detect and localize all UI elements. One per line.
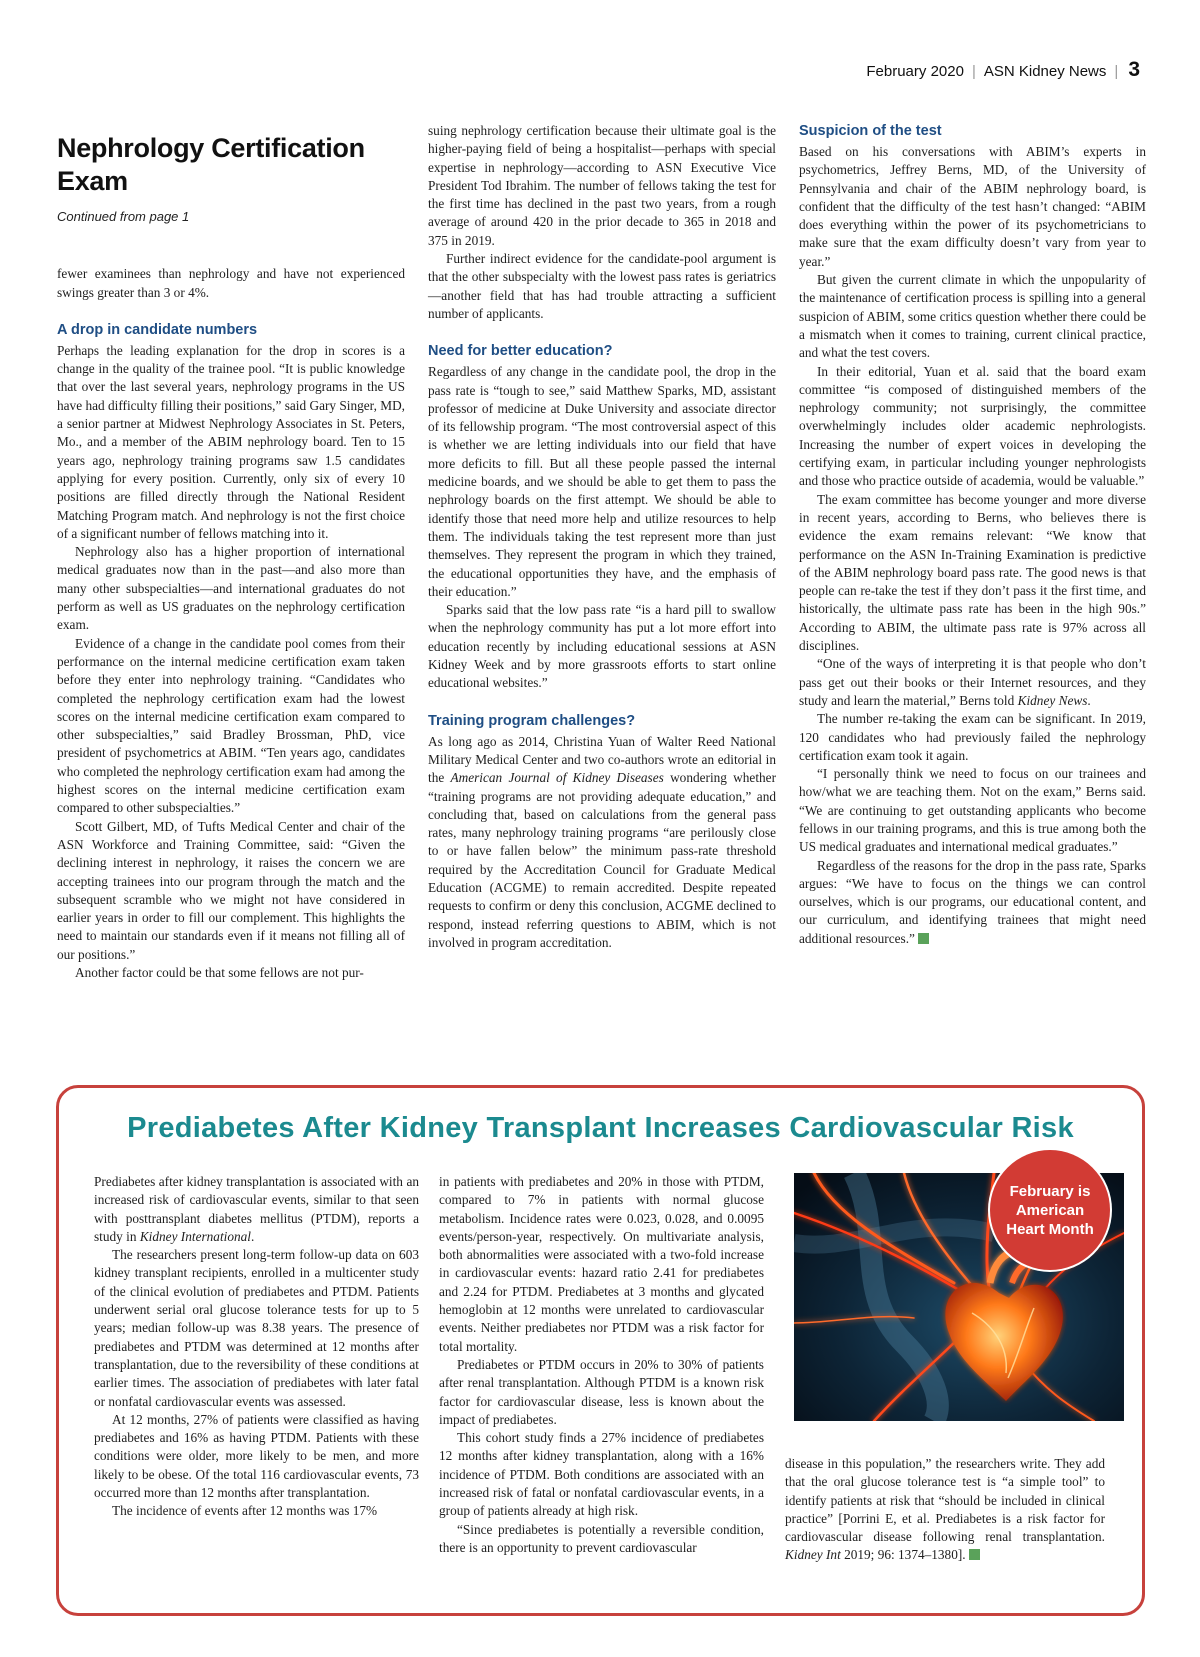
- paragraph: The number re-taking the exam can be significant. In 2019, 120 candidates who had previously failed the nephrology certification exam took it again.: [799, 711, 1146, 763]
- subheading: Suspicion of the test: [799, 123, 942, 139]
- header-divider: |: [1114, 63, 1119, 80]
- header-divider: |: [971, 63, 976, 80]
- end-mark-icon: [969, 1549, 980, 1560]
- text-run: .: [250, 1228, 255, 1244]
- publication-name: Kidney News: [1017, 692, 1088, 708]
- paragraph: [799, 857, 1146, 948]
- paragraph: Evidence of a change in the candidate pool comes from their performance on the internal medicine certification exam taken before they enter into nephrology training. “Candidates who completed the nephrology certification exam had the lowest scores on the internal medicine certification exam compared to other subspecialties,” said Bradley Brossman, PhD, vice president of psychometrics at ABIM. “Ten years ago, candidates who completed the nephrology certification exam had among the highest scores on the internal medicine certification exam compared to other subspecialties.”: [57, 635, 405, 816]
- paragraph: Perhaps the leading explanation for the drop in scores is a change in the quality of the trainee pool. “It is public knowledge that over the last several years, nephrology programs in the US have had difficulty filling their positions,” said Gary Singer, MD, a senior partner at Midwest Nephrology Associates in St. Peters, Mo., and a member of the ABIM nephrology board. Ten to 15 years ago, nephrology training programs saw 1.5 candidates applying for every position. Currently, only six of every 10 positions are filled directly through the National Resident Matching Program match. And nephrology is not the first choice of a significant number of fellows matching into it.: [57, 342, 405, 541]
- paragraph: in patients with prediabetes and 20% in those with PTDM, compared to 7% in patients with normal glucose metabolism. Incidence rates were 0.023, 0.028, and 0.0095 events/person-year, respectively. On multivariate analysis, both abnormalities were associated with a two-fold increase in cardiovascular events: hazard ratio 2.41 for prediabetes and 2.24 for PTDM. Prediabetes at 3 months and glycated hemoglobin at 12 months were unrelated to cardiovascular events. Neither prediabetes nor PTDM was a risk factor for total mortality.: [439, 1174, 764, 1354]
- end-mark-icon: [918, 933, 929, 944]
- paragraph: Regardless of any change in the candidate pool, the drop in the pass rate is “tough to see,” said Matthew Sparks, MD, assistant professor of medicine at Duke University and associate director of its fellowship program. “The most controversial aspect of this is whether we are letting individuals into our field that have more deficits to fill. But all these people passed the internal medicine boards, and we should be able to get them to pass the nephrology boards on the first attempt. We should be able to identify those that need more help and utilize resources to help them. The individuals taking the test represent more than just themselves. They represent the program in which they trained, the educational opportunities they have, and the emphasis of their education.”: [428, 364, 776, 599]
- sidebar-column-1: [94, 1173, 419, 1521]
- page-number: 3: [1128, 58, 1140, 81]
- paragraph: In their editorial, Yuan et al. said that the board exam committee “is composed of distinguished members of the nephrology community; not surprisingly, the committee overwhelmingly includes older academic nephrologists. Increasing the number of expert voices in developing the certifying exam, in particular including younger nephrologists and those who practice outside of academia, would be valuable.”: [799, 363, 1146, 489]
- journal-name: Kidney International: [139, 1228, 251, 1244]
- text-run: Regardless of the reasons for the drop in the pass rate, Sparks argues: “We have to focus on the things we can control ourselves, which is our programs, our educational content, and our curriculum, and identifying trainees that might need additional resources.”: [799, 857, 1146, 946]
- article-column-1: [57, 132, 405, 982]
- article-title: Nephrology Certification Exam: [57, 133, 365, 196]
- journal-name: American Journal of Kidney Diseases: [450, 770, 664, 786]
- text-run: As long ago as 2014, Christina Yuan of Walter Reed National Military Medical Center and two co-authors wrote an editorial in the: [428, 733, 776, 786]
- article-column-2: [428, 122, 776, 952]
- subheading: Training program challenges?: [428, 712, 636, 729]
- sidebar-column-3: [785, 1455, 1105, 1565]
- heart-month-badge: February is American Heart Month: [990, 1150, 1110, 1270]
- paragraph: Sparks said that the low pass rate “is a hard pill to swallow when the nephrology community has put a lot more effort into education recently by including educational sessions at ASN Kidney Week and by more grassroots efforts to start online educational websites.”: [428, 602, 776, 691]
- text-run: disease in this population,” the researchers write. They add that the oral glucose tolerance test is “a simple tool” to identify patients at risk that “should be included in clinical practice” [Porrini E, et al. Prediabetes is a risk factor for cardiovascular disease following renal transplantation.: [785, 1456, 1105, 1545]
- paragraph: Prediabetes or PTDM occurs in 20% to 30% of patients after renal transplantation. Although PTDM is a known risk factor for cardiovascular disease, less is known about the impact of prediabetes.: [439, 1356, 764, 1427]
- paragraph: The exam committee has become younger and more diverse in recent years, according to Berns, who believes there is evidence the exam remains relevant: “We know that performance on the ASN In-Training Examination is predictive of the ABIM nephrology board pass rate. The good news is that people can re-take the test if they don’t pass it the first time, and historically, the ultimate pass rate has been in the high 90s.” According to ABIM, the ultimate pass rate is 97% across all disciplines.: [799, 491, 1146, 654]
- text-run: wondering whether “training programs are not providing adequate education,” and concluding that, based on calculations from the general pass rates, many nephrology training programs “are perilously close to or have fallen below” the minimum pass-rate threshold required by the Accreditation Council for Graduate Medical Education (ACGME) to remain accredited. Despite repeated requests to confirm or deny this conclusion, ACGME declined to respond, instead referring questions to ABIM, which is not involved in program accreditation.: [428, 770, 777, 950]
- paragraph: “I personally think we need to focus on our trainees and how/what we are teaching them. Not on the exam,” Berns said. “We are continuing to get outstanding applicants who become fellows in our training programs, and this is true among both the US medical graduates and international medical graduates.”: [799, 766, 1146, 855]
- paragraph: [799, 655, 1146, 710]
- paragraph: [428, 733, 776, 953]
- paragraph: fewer examinees than nephrology and have not experienced swings greater than 3 or 4%.: [57, 266, 405, 300]
- page-header: [866, 58, 1140, 82]
- text-run: “One of the ways of interpreting it is that people who don’t pass get out their books or their Internet resources, and they study and learn the material,” Berns told: [799, 656, 1146, 708]
- journal-name: Kidney Int: [785, 1547, 841, 1563]
- paragraph: [94, 1173, 419, 1246]
- publication-name: ASN Kidney News: [983, 63, 1107, 80]
- paragraph: The researchers present long-term follow-up data on 603 kidney transplant recipients, enrolled in a multicenter study of the clinical evolution of prediabetes and PTDM. Patients underwent serial oral glucose tolerance tests for up to 5 years; median follow-up was 8.38 years. The presence of prediabetes and PTDM was determined at 12 months after transplantation, due to the reversibility of these conditions at earlier times. The association of prediabetes with later fatal or nonfatal cardiovascular events was assessed.: [94, 1247, 419, 1409]
- paragraph: This cohort study finds a 27% incidence of prediabetes 12 months after kidney transplantation, along with a 16% incidence of PTDM. Both conditions are associated with an increased risk of fatal or nonfatal cardiovascular events, in a group of patients already at high risk.: [439, 1430, 764, 1519]
- paragraph: Nephrology also has a higher proportion of international medical graduates now than in the past—and also more than many other subspecialties—and international graduates do not perform as well as US graduates on the nephrology certification exam.: [57, 544, 405, 633]
- subheading: Need for better education?: [428, 343, 613, 360]
- sidebar-box: [56, 1085, 1145, 1616]
- paragraph: At 12 months, 27% of patients were classified as having prediabetes and 16% as having PTDM. Patients with these conditions were older, more likely to be men, and more likely to be obese. Of the total 116 cardiovascular events, 73 occurred more than 12 months after transplantation.: [94, 1411, 419, 1501]
- paragraph: Based on his conversations with ABIM’s experts in psychometrics, Jeffrey Berns, MD, of the University of Pennsylvania and chair of the ABIM nephrology board, is confident that the difficulty of the test hasn’t changed: “ABIM does everything within the power of its psychometricians to make sure that the exam difficulty doesn’t vary from year to year.”: [799, 144, 1146, 269]
- article-column-3: [799, 122, 1146, 948]
- subheading: A drop in candidate numbers: [57, 321, 258, 338]
- text-run: Prediabetes after kidney transplantation is associated with an increased risk of cardiovascular events, similar to that seen with posttransplant diabetes mellitus (PTDM), reports a study in: [94, 1174, 419, 1244]
- paragraph: “Since prediabetes is potentially a reversible condition, there is an opportunity to prevent cardiovascular: [439, 1521, 764, 1555]
- issue-date: February 2020: [866, 63, 964, 80]
- paragraph: Scott Gilbert, MD, of Tufts Medical Center and chair of the ASN Workforce and Training Committee, said: “Given the declining interest in nephrology, it raises the concern we are accepting trainees into our program through the match and the subsequent scramble who we might not have considered in earlier years in order to fill our complement. This highlights the need to maintain our standards even if it means not filling all of our positions.”: [57, 818, 405, 962]
- paragraph: Another factor could be that some fellows are not pur-: [75, 964, 364, 980]
- paragraph: But given the current climate in which the unpopularity of the maintenance of certification process is spilling into a general suspicion of ABIM, some critics question whether there could be a mismatch when it comes to training, current clinical practice, and what the test covers.: [799, 272, 1146, 361]
- sidebar-column-2: [439, 1173, 764, 1557]
- text-run: 2019; 96: 1374–1380].: [840, 1547, 966, 1563]
- sidebar-title: Prediabetes After Kidney Transplant Increases Cardiovascular Risk: [127, 1112, 1074, 1144]
- paragraph: suing nephrology certification because their ultimate goal is the higher-paying field of being a hospitalist—perhaps with special expertise in nephrology—according to ASN Executive Vice President Tod Ibrahim. The number of fellows taking the test for the first time has declined in the past two years, from a rough average of around 420 in the prior decade to 365 in 2018 and 375 in 2019.: [428, 123, 776, 248]
- paragraph: [785, 1455, 1105, 1565]
- text-run: .: [1087, 692, 1091, 708]
- paragraph: Further indirect evidence for the candidate-pool argument is that the other subspecialty with the lowest pass rates is geriatrics—another field that has had trouble attracting a sufficient number of applicants.: [428, 251, 776, 321]
- continued-note: Continued from page 1: [57, 209, 190, 224]
- paragraph: The incidence of events after 12 months was 17%: [112, 1503, 378, 1519]
